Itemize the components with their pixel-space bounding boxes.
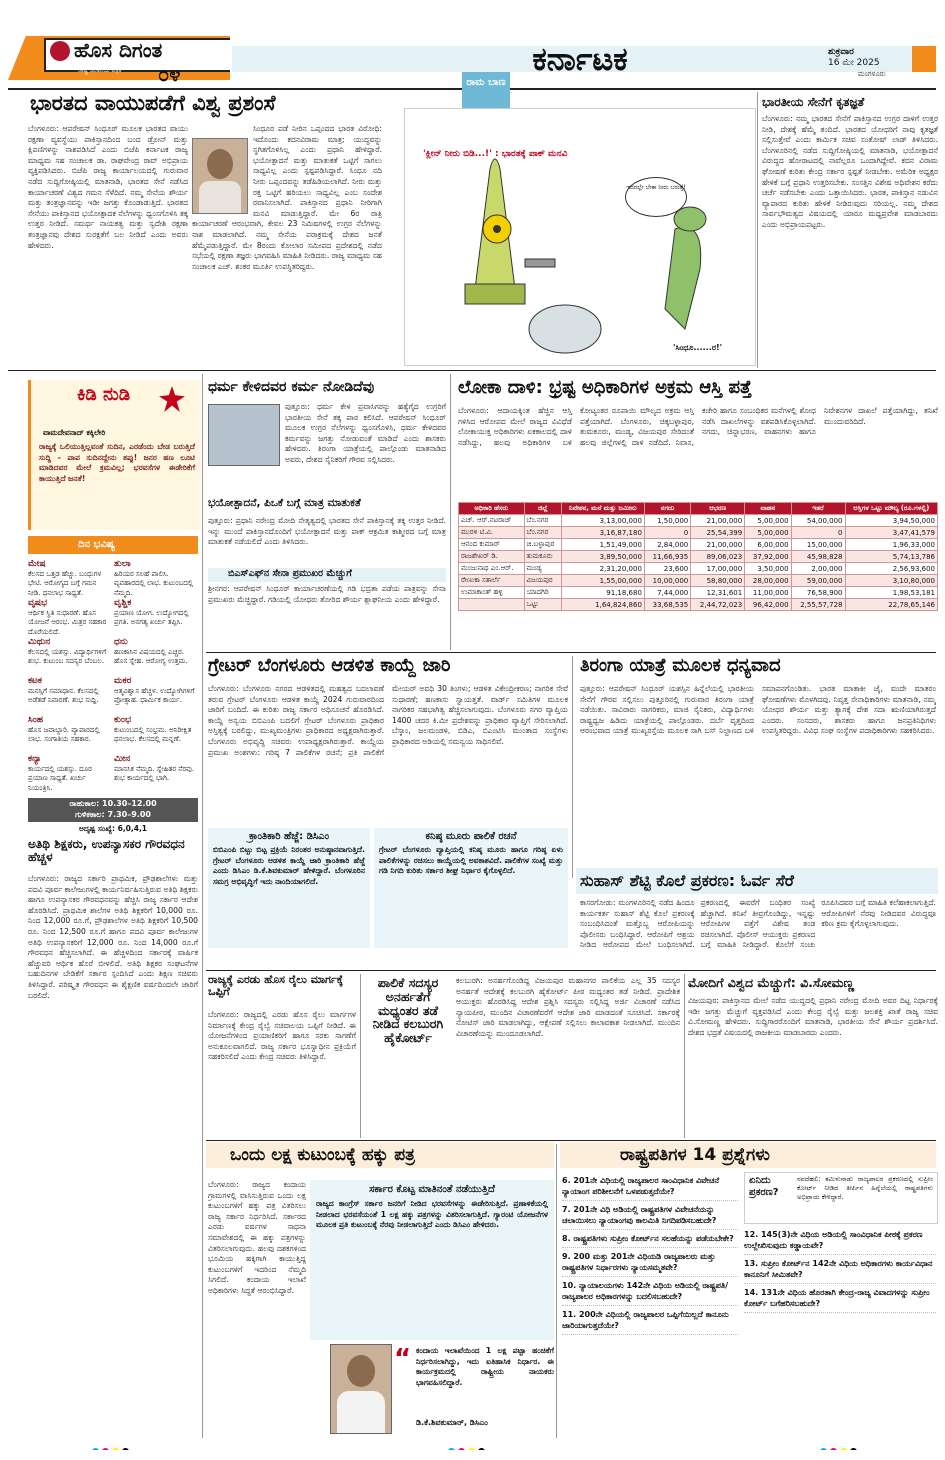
horoscope-sign [28, 599, 110, 637]
horoscope-sign-text: ಪ್ರಯಾಣ ಯೋಗ. ಉದ್ಯೋಗದಲ್ಲಿ ಪ್ರಗತಿ. ಅನಗತ್ಯ ಖರ್ಚು ತಪ್ಪಿಸಿ. [114, 608, 189, 627]
suhas-body: ಕಾಸರಗೋಡು: ಮಂಗಳೂರಿನಲ್ಲಿ ನಡೆದ ಹಿಂದೂ ಕಾರ್ಯಕರ್ತ ಸುಹಾಸ್ ಶೆಟ್ಟಿ ಕೊಲೆ ಪ್ರಕರಣಕ್ಕೆ ಸಂಬಂಧಿಸಿದಂತೆ ಮತ್ತೊಬ್ಬ ಆರೋಪಿಯನ್ನು ಪೊಲೀಸರು ಬಂಧಿಸಿದ್ದಾರೆ. ಆರೋಪಿಗೆ ಆಶ್ರಯ ನೀಡಿದ ಆರೋಪದ ಮೇಲೆ ಬಂಧಿಸಲಾಗಿದೆ. ಪ್ರಕರಣದಲ್ಲಿ ಈವರೆಗೆ ಬಂಧಿತರ ಸಂಖ್ಯೆ ಹೆಚ್ಚಾಗಿದೆ. ತನಿಖೆ ತೀವ್ರಗೊಂಡಿದ್ದು, ಇನ್ನಷ್ಟು ಆರೋಪಿಗಳ ಪತ್ತೆಗೆ ವಿಶೇಷ ತಂಡ ರಚಿಸಲಾಗಿದೆ. ಪೊಲೀಸ್ ಆಯುಕ್ತರು ಪ್ರಕರಣದ ಬಗ್ಗೆ ಮಾಹಿತಿ ನೀಡಿದ್ದಾರೆ. ಕೊಲೆಗೆ ಸಂಚು ರೂಪಿಸಿದವರ ಬಗ್ಗೆ ಮಾಹಿತಿ ಕಲೆಹಾಕಲಾಗುತ್ತಿದೆ. ಆರೋಪಿಗಳಿಗೆ ನೆರವು ನೀಡಿದವರ ವಿರುದ್ಧವೂ ಕಠಿಣ ಕ್ರಮ ಕೈಗೊಳ್ಳಲಾಗುವುದು. [580, 898, 936, 950]
guarantee-box-title: ಸರ್ಕಾರ ಕೊಟ್ಟ ಮಾತಿನಂತೆ ನಡೆಯುತ್ತಿದೆ [369, 1184, 495, 1195]
table-header: ಆಭರಣ [691, 503, 745, 515]
table-cell: 5,74,13,786 [845, 551, 938, 563]
table-cell: 12,31,601 [691, 587, 745, 599]
case-title: ಏನಿದು ಪ್ರಕರಣ? [749, 1175, 779, 1198]
section-title: ಕರ್ನಾಟಕ [532, 40, 628, 78]
greater-body: ಬೆಂಗಳೂರು: ಬೆಂಗಳೂರು ನಗರದ ಆಡಳಿತದಲ್ಲಿ ಮಹತ್ವದ ಬದಲಾವಣೆ ತರುವ ಗ್ರೇಟರ್ ಬೆಂಗಳೂರು ಆಡಳಿತ ಕಾಯ್ದೆ 2024 ಗುರುವಾರದಿಂದ ಜಾರಿಗೆ ಬಂದಿದೆ. ಈ ಕುರಿತು ರಾಜ್ಯ ಸರ್ಕಾರ ಅಧಿಸೂಚನೆ ಹೊರಡಿಸಿದೆ. ಕಾಯ್ದೆ ಅನ್ವಯ ಬಿಬಿಎಂಪಿ ಬದಲಿಗೆ ಗ್ರೇಟರ್ ಬೆಂಗಳೂರು ಪ್ರಾಧಿಕಾರ ಅಸ್ತಿತ್ವಕ್ಕೆ ಬರಲಿದ್ದು, ಮುಖ್ಯಮಂತ್ರಿಗಳು ಪ್ರಾಧಿಕಾರದ ಅಧ್ಯಕ್ಷರಾಗಿರುತ್ತಾರೆ. ಬೆಂಗಳೂರು ಅಭಿವೃದ್ಧಿ ಸಚಿವರು ಉಪಾಧ್ಯಕ್ಷರಾಗಿರುತ್ತಾರೆ. ಕಾಯ್ದೆಯ ಪ್ರಮುಖ ಅಂಶಗಳು: ಗರಿಷ್ಠ 7 ಪಾಲಿಕೆಗಳ ರಚನೆ; ಪ್ರತಿ ಪಾಲಿಕೆಗೆ ಮೇಯರ್ ಅವಧಿ 30 ತಿಂಗಳು; ಆಡಳಿತ ವಿಕೇಂದ್ರೀಕರಣ; ನಾಗರಿಕ ಸೇವೆ ಸುಧಾರಣೆ; ಹಣಕಾಸು ಸ್ವಾಯತ್ತತೆ. ವಾರ್ಡ್ ಸಮಿತಿಗಳ ಮೂಲಕ ನಾಗರಿಕರ ಸಹಭಾಗಿತ್ವ ಹೆಚ್ಚಿಸಲಾಗುವುದು. ಬೆಂಗಳೂರು ನಗರ ವ್ಯಾಪ್ತಿಯ 1400 ಚದರ ಕಿ.ಮೀ ಪ್ರದೇಶವನ್ನು ಪ್ರಾಧಿಕಾರ ವ್ಯಾಪ್ತಿಗೆ ಸೇರಿಸಲಾಗಿದೆ. ಬೆಸ್ಕಾಂ, ಜಲಮಂಡಳಿ, ಬಿಡಿಎ, ಬಿಎಂಟಿಸಿ ಮುಂತಾದ ಸಂಸ್ಥೆಗಳು ಪ್ರಾಧಿಕಾರದ ಅಡಿಯಲ್ಲಿ ಸಮನ್ವಯ ಸಾಧಿಸಲಿವೆ. [208, 684, 568, 757]
horoscope-sign [114, 599, 196, 637]
suhas-headline: ಸುಹಾಸ್ ಶೆಟ್ಟಿ ಕೊಲೆ ಪ್ರಕರಣ: ಓರ್ವ ಸೆರೆ [580, 872, 794, 890]
page-number: ೦೪ [158, 62, 181, 84]
kidinudi-box [28, 380, 201, 530]
cartoon-caption: 'ಕ್ಲೀನ್ ನೀರು ಬಿಡಿ...!' : ಭಾರತಕ್ಕೆ ಪಾಕ್ ಮನವಿ [423, 149, 568, 159]
horoscope-sign [114, 638, 196, 676]
dharma-headline: ಧರ್ಮ ಕೇಳಿದವರ ಕರ್ಮ ನೋಡಿದೆವು [208, 380, 375, 395]
table-cell: 2,00,000 [791, 563, 845, 575]
horoscope-sign-name: ತುಲಾ [114, 560, 131, 569]
table-cell: ಆನಂದ ಕುಮಾರ್ [459, 539, 525, 551]
horoscope-sign-name: ಮಿಥುನ [28, 638, 51, 647]
lead-col2 [192, 124, 382, 366]
question-item: 6. 201ನೇ ವಿಧಿಯಲ್ಲಿ ರಾಜ್ಯಪಾಲರ ಸಾಂವಿಧಾನಿಕ ವಿವೇಚನೆ ನ್ಯಾಯಾಂಗ ಪರಿಶೀಲನೆಗೆ ಒಳಪಡುತ್ತದೆಯೇ? [562, 1172, 738, 1201]
horoscope-sign-text: ಹೊಸ ಜವಾಬ್ದಾರಿ. ವ್ಯಾಪಾರದಲ್ಲಿ ಲಾಭ. ಸಂಗಾತಿಯ ಸಹಕಾರ. [28, 725, 100, 744]
cartoon-bubble: ಇದರಲ್ಲೇ ಬೇಕಾ ನೀರು ಬರುತ್ತೆ! [625, 177, 687, 217]
table-cell: 0 [644, 527, 690, 539]
table-cell: ತುಮಕೂರು [524, 551, 561, 563]
quote-icon: “ [394, 1344, 412, 1374]
table-cell: ಬೆಂ.ನಗರ [524, 515, 561, 527]
masthead-logo-block [8, 28, 230, 84]
questions-right [744, 1226, 936, 1436]
dharma-content [208, 402, 446, 498]
horoscope-grid [28, 560, 198, 796]
rail-body: ಬೆಂಗಳೂರು: ರಾಜ್ಯದಲ್ಲಿ ಎರಡು ಹೊಸ ರೈಲು ಮಾರ್ಗಗಳ ನಿರ್ಮಾಣಕ್ಕೆ ಕೇಂದ್ರ ರೈಲ್ವೆ ಸಚಿವಾಲಯ ಒಪ್ಪಿಗೆ ನೀಡಿದೆ. ಈ ಯೋಜನೆಗಳಿಂದ ಪ್ರಯಾಣಿಕರಿಗೆ ಹಾಗೂ ಸರಕು ಸಾಗಣೆಗೆ ಅನುಕೂಲವಾಗಲಿದೆ. ರಾಜ್ಯ ಸರ್ಕಾರ ಭೂಸ್ವಾಧೀನ ಪ್ರಕ್ರಿಯೆಗೆ ಸಹಕರಿಸಲಿದೆ ಎಂದು ಕೇಂದ್ರ ಸಚಿವರು ತಿಳಿಸಿದ್ದಾರೆ. [208, 1010, 356, 1062]
print-marks-center [448, 1440, 508, 1450]
table-cell: ರಾಜಶೇಖರ್ ಡಿ. [459, 551, 525, 563]
horoscope-sign-text: ಆತ್ಮವಿಶ್ವಾಸ ಹೆಚ್ಚಳ. ಉದ್ಯೋಗಿಗಳಿಗೆ ಪ್ರೋತ್ಸಾಹ. ಧಾರ್ಮಿಕ ಕಾರ್ಯ. [114, 686, 195, 705]
table-cell: 6,00,000 [745, 539, 791, 551]
army-headline: ಭಾರತೀಯ ಸೇನೆಗೆ ಕೃತಜ್ಞತೆ [762, 96, 865, 109]
logo-icon [50, 41, 70, 61]
table-cell: 21,00,000 [691, 539, 745, 551]
dcm-box [208, 828, 370, 948]
horoscope-sign [114, 677, 196, 715]
somanna-headline: ಮೋದಿಗೆ ವಿಶ್ವದ ಮೆಚ್ಚುಗೆ: ವಿ.ಸೋಮಣ್ಣ [688, 976, 855, 990]
table-cell: 33,68,535 [644, 599, 690, 611]
lokayukta-table [458, 502, 938, 648]
guarantee-body: ಬೆಂಗಳೂರು: ರಾಜ್ಯದ ಕಂದಾಯ ಗ್ರಾಮಗಳಲ್ಲಿ ವಾಸಿಸುತ್ತಿರುವ ಒಂದು ಲಕ್ಷ ಕುಟುಂಬಗಳಿಗೆ ಹಕ್ಕು ಪತ್ರ ವಿತರಿಸಲು ರಾಜ್ಯ ಸರ್ಕಾರ ನಿರ್ಧರಿಸಿದೆ. ಸರ್ಕಾರದ ಎರಡು ವರ್ಷಗಳ ಸಾಧನಾ ಸಮಾವೇಶದಲ್ಲಿ ಈ ಹಕ್ಕು ಪತ್ರಗಳನ್ನು ವಿತರಿಸಲಾಗುವುದು. ಹಲವು ದಶಕಗಳಿಂದ ಭೂಮಿಯ ಹಕ್ಕಿಗಾಗಿ ಕಾಯುತ್ತಿದ್ದ ಕುಟುಂಬಗಳಿಗೆ ಇದರಿಂದ ನೆಮ್ಮದಿ ಸಿಗಲಿದೆ. ಕಂದಾಯ ಇಲಾಖೆ ಅಧಿಕಾರಿಗಳು ಸಿದ್ಧತೆ ಆರಂಭಿಸಿದ್ದಾರೆ. [208, 1180, 306, 1295]
lead-body-col1: ಬೆಂಗಳೂರು: ಆಪರೇಷನ್ ಸಿಂಧೂರ್ ಮೂಲಕ ಭಾರತದ ವಾಯು ರಕ್ಷಣಾ ವ್ಯವಸ್ಥೆಯು ಪಾಕಿಸ್ತಾನದಿಂದ ಬಂದ ಡ್ರೋನ್ ಮತ್ತು ಕ್ಷಿಪಣಿಗಳನ್ನು ನಾಶಪಡಿಸಿದೆ ಎಂದು ಬಿಜೆಪಿ ಕರ್ನಾಟಕ ರಾಜ್ಯ ಮಾಧ್ಯಮ ಸಹ ಸಂಚಾಲಕ ಡಾ. ರಾಘವೇಂದ್ರ ರಾವ್ ಅಭಿಪ್ರಾಯ ವ್ಯಕ್ತಿಪಡಿಸಿದರು. ಬಿಜೆಪಿ ರಾಜ್ಯ ಕಾರ್ಯಾಲಯದಲ್ಲಿ ಗುರುವಾರ ನಡೆದ ಸುದ್ದಿಗೋಷ್ಠಿಯಲ್ಲಿ ಮಾತನಾಡಿ, ಭಾರತದ ಸೇನೆ ನಡೆಸಿದ ಕಾರ್ಯಾಚರಣೆ ವಿಶ್ವದ ಗಮನ ಸೆಳೆದಿದೆ. ನಮ್ಮ ಸೇನೆಯ ಶೌರ್ಯ ಮತ್ತು ತಂತ್ರಜ್ಞಾನವನ್ನು ಇಡೀ ಜಗತ್ತು ಕೊಂಡಾಡುತ್ತಿದೆ. ಭಾರತದ ಸೇನೆಯು ಪಾಕಿಸ್ತಾನದ ಭಯೋತ್ಪಾದಕ ನೆಲೆಗಳನ್ನು ಧ್ವಂಸಗೊಳಿಸಿ ತಕ್ಕ ಉತ್ತರ ನೀಡಿದೆ. ಸಮರ್ಥ ನಾಯಕತ್ವ ಮತ್ತು ಸ್ವದೇಶಿ ರಕ್ಷಣಾ ತಂತ್ರಜ್ಞಾನವು ದೇಶದ ಸುರಕ್ಷತೆಗೆ ಬಲ ನೀಡಿದೆ ಎಂದು ಅವರು ಹೇಳಿದರು. [28, 124, 188, 250]
table-header: ನಿವೇಶನ, ಮನೆ ಮತ್ತು ಜಮೀನು [561, 503, 644, 515]
table-cell: 3,50,000 [745, 563, 791, 575]
table-row [459, 563, 938, 575]
question-item: 7. 201ನೇ ವಿಧಿ ಅಡಿಯಲ್ಲಿ ರಾಷ್ಟ್ರಪತಿಗಳ ವಿವೇಚನೆಯನ್ನು ಚಲಾಯಿಸಲು ನ್ಯಾಯಾಂಗವು ಕಾಲಮಿತಿ ನಿಗದಿಪಡಿಸಬಹುದೇ? [562, 1201, 738, 1230]
dcm-photo [330, 1344, 392, 1434]
somanna-body: ವಿಜಯಪುರ: ಪಾಕಿಸ್ತಾನದ ಮೇಲೆ ನಡೆದ ಯುದ್ಧದಲ್ಲಿ ಪ್ರಧಾನಿ ನರೇಂದ್ರ ಮೋದಿ ಅವರ ದಿಟ್ಟ ನಿರ್ಧಾರಕ್ಕೆ ಇಡೀ ಜಗತ್ತು ಮೆಚ್ಚುಗೆ ವ್ಯಕ್ತಪಡಿಸಿದೆ ಎಂದು ಕೇಂದ್ರ ರೈಲ್ವೆ ಮತ್ತು ಜಲಶಕ್ತಿ ಖಾತೆ ರಾಜ್ಯ ಸಚಿವ ವಿ.ಸೋಮಣ್ಣ ಹೇಳಿದರು. ಸುದ್ದಿಗಾರರೊಂದಿಗೆ ಮಾತನಾಡಿ, ಭಾರತೀಯ ಸೇನೆ ಶೌರ್ಯ ಪ್ರದರ್ಶಿಸಿದೆ. ದೇಶದ ಭದ್ರತೆ ವಿಷಯದಲ್ಲಿ ರಾಜಕೀಯ ಮಾಡಬಾರದು ಎಂದರು. [688, 996, 938, 1037]
table-cell: 23,600 [644, 563, 690, 575]
table-cell: ಮಂಡ್ಯ [524, 563, 561, 575]
horoscope-sign-name: ಕಟಕ [28, 677, 42, 686]
logo-tagline: ರಾಷ್ಟ್ರ ಚಿಂತನೆಯ ಪತ್ರಿಕೆ [78, 67, 122, 74]
lokayukta-headline: ಲೋಕಾ ದಾಳಿ: ಭ್ರಷ್ಟ ಅಧಿಕಾರಿಗಳ ಅಕ್ರಮ ಆಸ್ತಿ ಪತ್ತೆ [458, 378, 752, 398]
table-cell: ಚಿ.ಬಳ್ಳಾಪುರ [524, 539, 561, 551]
tiranga-body: ಪುತ್ತೂರು: ಆಪರೇಷನ್ ಸಿಂಧೂರ್ ಯಶಸ್ಸಿನ ಹಿನ್ನೆಲೆಯಲ್ಲಿ ಭಾರತೀಯ ಸೇನೆಗೆ ಗೌರವ ಸಲ್ಲಿಸಲು ಪುತ್ತೂರಿನಲ್ಲಿ ಗುರುವಾರ ತಿರಂಗಾ ಯಾತ್ರೆ ನಡೆಯಿತು. ಸಾವಿರಾರು ನಾಗರಿಕರು, ಮಾಜಿ ಸೈನಿಕರು, ವಿದ್ಯಾರ್ಥಿಗಳು ರಾಷ್ಟ್ರಧ್ವಜ ಹಿಡಿದು ಯಾತ್ರೆಯಲ್ಲಿ ಪಾಲ್ಗೊಂಡರು. ದರ್ಬೆ ವೃತ್ತದಿಂದ ಆರಂಭವಾದ ಯಾತ್ರೆ ಮುಖ್ಯರಸ್ತೆಯ ಮೂಲಕ ಸಾಗಿ ಬಸ್ ನಿಲ್ದಾಣದ ಬಳಿ ಸಮಾಪನಗೊಂಡಿತು. ಭಾರತ ಮಾತಾಕೀ ಜೈ, ವಂದೇ ಮಾತರಂ ಘೋಷಣೆಗಳು ಮೊಳಗಿದವು. ನಿವೃತ್ತ ಸೇನಾಧಿಕಾರಿಗಳು ಮಾತನಾಡಿ, ನಮ್ಮ ಯೋಧರ ಶೌರ್ಯ ಮತ್ತು ತ್ಯಾಗಕ್ಕೆ ದೇಶ ಸದಾ ಋಣಿಯಾಗಿರುತ್ತದೆ ಎಂದರು. ಸಂಸದರು, ಶಾಸಕರು ಹಾಗೂ ಜನಪ್ರತಿನಿಧಿಗಳು ಉಪಸ್ಥಿತರಿದ್ದರು. ವಿವಿಧ ಸಂಘ ಸಂಸ್ಥೆಗಳ ಪದಾಧಿಕಾರಿಗಳು ಸಹಕರಿಸಿದರು. [580, 684, 936, 736]
kalaburagi-body: ಕಲಬುರಗಿ: ಅನರ್ಹಗೊಂಡಿದ್ದ ವಿಜಯಪುರ ಮಹಾನಗರ ಪಾಲಿಕೆಯ ಎಲ್ಲ 35 ಸದಸ್ಯರ ಅನರ್ಹತೆ ಆದೇಶಕ್ಕೆ ಕಲಬುರಗಿ ಹೈಕೋರ್ಟ್ ಪೀಠ ಮಧ್ಯಂತರ ತಡೆ ನೀಡಿದೆ. ಪ್ರಾದೇಶಿಕ ಆಯುಕ್ತರು ಹೊರಡಿಸಿದ್ದ ಆದೇಶ ಪ್ರಶ್ನಿಸಿ ಸದಸ್ಯರು ಸಲ್ಲಿಸಿದ್ದ ಅರ್ಜಿ ವಿಚಾರಣೆ ನಡೆಸಿದ ನ್ಯಾಯಪೀಠ, ಮುಂದಿನ ವಿಚಾರಣೆವರೆಗೆ ಆದೇಶ ಜಾರಿ ಮಾಡದಂತೆ ಸೂಚಿಸಿದೆ. ಸರ್ಕಾರಕ್ಕೆ ನೋಟಿಸ್ ಜಾರಿ ಮಾಡಲಾಗಿದ್ದು, ಆಕ್ಷೇಪಣೆ ಸಲ್ಲಿಸಲು ಕಾಲಾವಕಾಶ ನೀಡಲಾಗಿದೆ. ಮುಂದಿನ ವಿಚಾರಣೆಯನ್ನು ಮುಂದೂಡಲಾಗಿದೆ. [456, 976, 680, 1038]
table-cell [459, 599, 525, 611]
day: ಶುಕ್ರವಾರ [828, 47, 854, 57]
palike-box [374, 828, 568, 948]
table-row [459, 575, 938, 587]
rahukala: ರಾಹುಕಾಲ: 10.30–12.00 [69, 799, 157, 808]
horoscope-sign [114, 560, 196, 598]
dharma-sub-body: ಪುತ್ತೂರು: ಪ್ರಧಾನಿ ನರೇಂದ್ರ ಮೋದಿ ನೇತೃತ್ವದಲ್ಲಿ ಭಾರತದ ಸೇನೆ ಪಾಕಿಸ್ತಾನಕ್ಕೆ ತಕ್ಕ ಉತ್ತರ ನೀಡಿದೆ. ಇನ್ನು ಮುಂದೆ ಪಾಕಿಸ್ತಾನದೊಂದಿಗೆ ಭಯೋತ್ಪಾದನೆ ಮತ್ತು ಪಾಕ್ ಆಕ್ರಮಿತ ಕಾಶ್ಮೀರದ ಬಗ್ಗೆ ಮಾತ್ರ ಮಾತುಕತೆ ನಡೆಯಲಿದೆ ಎಂದು ತಿಳಿಸಿದರು. [208, 516, 446, 547]
horoscope-sign [28, 677, 110, 715]
table-row [459, 551, 938, 563]
table-cell: 1,50,000 [644, 515, 690, 527]
table-cell: ಮುರಳಿ ಟಿ.ವಿ. [459, 527, 525, 539]
pakistan-figure [665, 227, 701, 329]
dharma-sub-headline: ಭಯೋತ್ಪಾದನೆ, ಪಿಒಕೆ ಬಗ್ಗೆ ಮಾತ್ರ ಮಾತುಕತೆ [208, 498, 361, 509]
bsf-body: ಶ್ರೀನಗರ: ಆಪರೇಷನ್ ಸಿಂಧೂರ್ ಕಾರ್ಯಾಚರಣೆಯಲ್ಲಿ ಗಡಿ ಭದ್ರತಾ ಪಡೆಯ ಪಾತ್ರವನ್ನು ಸೇನಾ ಪ್ರಮುಖರು ಮೆಚ್ಚಿದ್ದಾರೆ. ಗಡಿಯಲ್ಲಿ ಯೋಧರು ತೋರಿದ ಶೌರ್ಯ ಶ್ಲಾಘನೀಯ ಎಂದು ಹೇಳಿದ್ದಾರೆ. [208, 584, 446, 604]
question-item: 13. ಸುಪ್ರೀಂ ಕೋರ್ಟ್‌ನ 142ನೇ ವಿಧಿಯ ಅಧಿಕಾರಗಳು ಕಾರ್ಯವಿಧಾನ ಕಾನೂನಿಗೆ ಸೀಮಿತವೇ? [744, 1255, 936, 1284]
question-item: 10. ನ್ಯಾಯಾಲಯಗಳು 142ನೇ ವಿಧಿಯ ಅಡಿಯಲ್ಲಿ ರಾಷ್ಟ್ರಪತಿ/ರಾಜ್ಯಪಾಲರ ಅಧಿಕಾರಗಳನ್ನು ಬದಲಿಸಬಹುದೇ? [562, 1277, 738, 1306]
table-cell: 5,00,000 [745, 527, 791, 539]
lead-headline: ಭಾರತದ ವಾಯುಪಡೆಗೆ ವಿಶ್ವ ಪ್ರಶಂಸೆ [30, 92, 276, 115]
case-body: ನವದೆಹಲಿ: ತಮಿಳುನಾಡು ರಾಜ್ಯಪಾಲರ ಪ್ರಕರಣದಲ್ಲಿ ಸುಪ್ರೀಂ ಕೋರ್ಟ್ ನೀಡಿದ ತೀರ್ಪಿನ ಹಿನ್ನೆಲೆಯಲ್ಲಿ ರಾಷ್ಟ್ರಪತಿಗಳು ಅಭಿಪ್ರಾಯ ಕೇಳಿದ್ದಾರೆ. [797, 1175, 933, 1201]
dcm-box-title: ಕ್ರಾಂತಿಕಾರಿ ಹೆಜ್ಜೆ: ಡಿಸಿಎಂ [248, 831, 330, 842]
ramabana-badge: ರಾಮ ಬಾಣ [462, 72, 510, 114]
dharma-body: ಪುತ್ತೂರು: ಧರ್ಮ ಕೇಳಿ ಪ್ರವಾಸಿಗರನ್ನು ಹತ್ಯೆಗೈದ ಉಗ್ರರಿಗೆ ಭಾರತೀಯ ಸೇನೆ ತಕ್ಕ ಪಾಠ ಕಲಿಸಿದೆ. ಆಪರೇಷನ್ ಸಿಂಧೂರ್ ಮೂಲಕ ಉಗ್ರರ ನೆಲೆಗಳನ್ನು ಧ್ವಂಸಗೊಳಿಸಿ, ಧರ್ಮ ಕೇಳಿದವರ ಕರ್ಮವನ್ನು ಜಗತ್ತು ನೋಡುವಂತೆ ಮಾಡಿದೆ ಎಂದು ಶಾಸಕರು ಹೇಳಿದರು. ತಿರಂಗಾ ಯಾತ್ರೆಯಲ್ಲಿ ಪಾಲ್ಗೊಂಡು ಮಾತನಾಡಿದ ಅವರು, ದೇಶದ ಸೈನಿಕರಿಗೆ ಗೌರವ ಸಲ್ಲಿಸಿದರು. [285, 402, 446, 464]
corner-tab [912, 46, 936, 72]
horoscope-sign-name: ಕುಂಭ [114, 716, 132, 725]
guarantee-box [310, 1180, 554, 1340]
horoscope-sign-text: ಹಿರಿಯರ ಸಲಹೆ ಪಾಲಿಸಿ. ವ್ಯವಹಾರದಲ್ಲಿ ಲಾಭ. ಕುಟುಂಬದಲ್ಲಿ ನೆಮ್ಮದಿ. [114, 569, 194, 597]
table-row [459, 515, 938, 527]
table-cell: 15,00,000 [791, 539, 845, 551]
table-cell: 58,80,000 [691, 575, 745, 587]
horoscope-sign-text: ಕೆಲಸದಲ್ಲಿ ಯಶಸ್ಸು. ವಿದ್ಯಾರ್ಥಿಗಳಿಗೆ ಶುಭ. ಕುಟುಂಬ ಸದಸ್ಯರ ಬೆಂಬಲ. [28, 647, 107, 666]
table-cell: 1,51,49,000 [561, 539, 644, 551]
lead-photo [192, 138, 248, 214]
guarantee-quote [394, 1344, 554, 1432]
table-cell: 3,94,50,000 [845, 515, 938, 527]
table-row [459, 587, 938, 599]
table-cell: 25,54,399 [691, 527, 745, 539]
dcm-box-body: ಬಿಬಿಎಂಪಿ ಬಿಟ್ಟು ಬಿಟ್ಟ ಪ್ರಕ್ರಿಯೆ ನಿರಂತರ ಅನುಷ್ಠಾನವಾಗುತ್ತಿದೆ. ಗ್ರೇಟರ್ ಬೆಂಗಳೂರು ಆಡಳಿತ ಕಾಯ್ದೆ ಜಾರಿ ಕ್ರಾಂತಿಕಾರಿ ಹೆಜ್ಜೆ ಎಂದು ಡಿಸಿಎಂ ಡಿ.ಕೆ.ಶಿವಕುಮಾರ್ ಹೇಳಿದ್ದಾರೆ. ಬೆಂಗಳೂರಿನ ಸಮಗ್ರ ಅಭಿವೃದ್ಧಿಗೆ ಇದು ನಾಂದಿಯಾಗಲಿದೆ. [213, 845, 365, 886]
table-row [459, 599, 938, 611]
table-cell: 3,47,41,579 [845, 527, 938, 539]
table-cell: ಉಮಾಕಾಂತ್ ಹಳ್ಳಿ [459, 587, 525, 599]
dateline [828, 47, 918, 87]
table-cell: 21,00,000 [691, 515, 745, 527]
table-cell: 3,10,80,000 [845, 575, 938, 587]
table-header: ಜಿಲ್ಲೆ [524, 503, 561, 515]
quote-text: ಕಂದಾಯ ಇಲಾಖೆಯಿಂದ 1 ಲಕ್ಷ ಪಟ್ಟಾ ಹಂಚಿಕೆಗೆ ನಿರ್ಧರಿಸಲಾಗಿದ್ದು, ಇದು ಐತಿಹಾಸಿಕ ನಿರ್ಧಾರ. ಈ ಕಾರ್ಯಕ್ರಮದಲ್ಲಿ ರಾಷ್ಟ್ರೀಯ ನಾಯಕರು ಭಾಗವಹಿಸಲಿದ್ದಾರೆ. [416, 1346, 554, 1387]
table-cell: 2,31,20,000 [561, 563, 644, 575]
greater-headline: ಗ್ರೇಟರ್ ಬೆಂಗಳೂರು ಆಡಳಿತ ಕಾಯ್ದೆ ಜಾರಿ [208, 656, 451, 676]
kidinudi-author: ವಾಮದೇವನಾದ್ ಕಕ್ಕಿಲೇರಿ [43, 428, 106, 437]
logo-text: ಹೊಸ ದಿಗಂತ [74, 38, 163, 62]
table-cell: 2,56,93,600 [845, 563, 938, 575]
table-cell: 89,06,023 [691, 551, 745, 563]
guest-body: ಬೆಂಗಳೂರು: ರಾಜ್ಯದ ಸರ್ಕಾರಿ ಪ್ರಾಥಮಿಕ, ಪ್ರೌಢಶಾಲೆಗಳು ಮತ್ತು ಪದವಿ ಪೂರ್ವ ಕಾಲೇಜುಗಳಲ್ಲಿ ಕಾರ್ಯನಿರ್ವಹಿಸುತ್ತಿರುವ ಅತಿಥಿ ಶಿಕ್ಷಕರು ಹಾಗೂ ಉಪನ್ಯಾಸಕರ ಗೌರವಧನವನ್ನು ಹೆಚ್ಚಿಸಿ ರಾಜ್ಯ ಸರ್ಕಾರ ಆದೇಶ ಹೊರಡಿಸಿದೆ. ಪ್ರಾಥಮಿಕ ಶಾಲೆಗಳ ಅತಿಥಿ ಶಿಕ್ಷಕರಿಗೆ 10,000 ರೂ. ನಿಂದ 12,000 ರೂ.ಗೆ, ಪ್ರೌಢಶಾಲೆಗಳ ಅತಿಥಿ ಶಿಕ್ಷಕರಿಗೆ 10,500 ರೂ. ನಿಂದ 12,500 ರೂ.ಗೆ ಹಾಗೂ ಪದವಿ ಪೂರ್ವ ಕಾಲೇಜುಗಳ ಅತಿಥಿ ಉಪನ್ಯಾಸಕರಿಗೆ 12,000 ರೂ. ನಿಂದ 14,000 ರೂ.ಗೆ ಗೌರವಧನ ಹೆಚ್ಚಿಸಲಾಗಿದೆ. ಈ ಹೆಚ್ಚಳದಿಂದ ಸರ್ಕಾರಕ್ಕೆ ವಾರ್ಷಿಕ ಹೆಚ್ಚುವರಿ ಆರ್ಥಿಕ ಹೊರೆ ಬೀಳಲಿದೆ. ಅತಿಥಿ ಶಿಕ್ಷಕರ ಸಂಘಟನೆಗಳ ಬಹುದಿನಗಳ ಬೇಡಿಕೆಗೆ ಸರ್ಕಾರ ಸ್ಪಂದಿಸಿದೆ ಎಂದು ಶಿಕ್ಷಣ ಸಚಿವರು ತಿಳಿಸಿದ್ದಾರೆ. ಪರಿಷ್ಕೃತ ಗೌರವಧನ ಈ ಶೈಕ್ಷಣಿಕ ವರ್ಷದಿಂದಲೇ ಜಾರಿಗೆ ಬರಲಿದೆ. [28, 874, 198, 1000]
table-cell: 45,98,828 [791, 551, 845, 563]
table-cell: 7,44,000 [644, 587, 690, 599]
horoscope-sign-name: ವೃಶ್ಚಿಕ [114, 599, 132, 608]
table-cell: ಮಂಜುನಾಥ ಎಂ.ಆರ್. [459, 563, 525, 575]
horoscope-sign-name: ಕನ್ಯಾ [28, 755, 42, 764]
case-box [744, 1172, 938, 1224]
president-headline: ರಾಷ್ಟ್ರಪತಿಗಳ 14 ಪ್ರಶ್ನೆಗಳು [620, 1146, 770, 1165]
cartoon-bubble-2: 'ಸಿಂಧೂ......ರ!' [673, 343, 723, 352]
kidinudi-body: ರಾಜ್ಯಕ್ಕೆ ಒಲಿಯುತ್ತಿಲ್ಲವಂತೆ ಸುದಿನ, ಎರಡೆಂದು ಬೇಡ ಬರುತ್ತಿದೆ ಸುದ್ದಿ – ಪಾಪ ಸುದಿನದ್ದೇನು ತಪ್ಪು! ಜನರ ಹಣ ಲೂಟಿ ಮಾಡಿದವರ ಮೇಲೆ ಕ್ರಮವಿಲ್ಲ; ಭರವಸೆಗಳ ಈಡೇರಿಕೆಗೆ ಕಾಯುತ್ತಿದೆ ಜನತೆ! [39, 442, 195, 483]
horoscope-sign-name: ಮೀನ [114, 755, 131, 764]
table-header: ಇತರೆ [791, 503, 845, 515]
horoscope-sign-name: ಸಿಂಹ [28, 716, 44, 725]
table-cell: 3,13,00,000 [561, 515, 644, 527]
guest-headline: ಅತಿಥಿ ಶಿಕ್ಷಕರು, ಉಪನ್ಯಾಸಕರ ಗೌರವಧನ ಹೆಚ್ಚಳ [28, 838, 185, 865]
guarantee-box-body: ರಾಜ್ಯದ ಕಾಂಗ್ರೆಸ್ ಸರ್ಕಾರ ಜನರಿಗೆ ನೀಡಿದ ಭರವಸೆಗಳನ್ನು ಈಡೇರಿಸುತ್ತಿದೆ. ಪ್ರಣಾಳಿಕೆಯಲ್ಲಿ ನೀಡಲಾದ ಭರವಸೆಯಂತೆ 1 ಲಕ್ಷ ಹಕ್ಕು ಪತ್ರಗಳನ್ನು ವಿತರಿಸಲಾಗುತ್ತಿದೆ. ಗ್ಯಾರಂಟಿ ಯೋಜನೆಗಳ ಮೂಲಕ ಪ್ರತಿ ಕುಟುಂಬಕ್ಕೆ ನೆರವು ನೀಡಲಾಗುತ್ತಿದೆ ಎಂದು ಡಿಸಿಎಂ ಹೇಳಿದರು. [316, 1199, 548, 1230]
lokayukta-body: ಬೆಂಗಳೂರು: ಆದಾಯಕ್ಕಿಂತ ಹೆಚ್ಚಿನ ಆಸ್ತಿ ಗಳಿಸಿದ ಆರೋಪದ ಮೇಲೆ ರಾಜ್ಯದ ವಿವಿಧೆಡೆ ಲೋಕಾಯುಕ್ತ ಅಧಿಕಾರಿಗಳು ಏಕಕಾಲದಲ್ಲಿ ದಾಳಿ ನಡೆಸಿದ್ದು, ಹಲವು ಅಧಿಕಾರಿಗಳ ಬಳಿ ಕೋಟ್ಯಂತರ ರೂಪಾಯಿ ಮೌಲ್ಯದ ಅಕ್ರಮ ಆಸ್ತಿ ಪತ್ತೆಯಾಗಿದೆ. ಬೆಂಗಳೂರು, ಚಿಕ್ಕಬಳ್ಳಾಪುರ, ತುಮಕೂರು, ಮಂಡ್ಯ, ವಿಜಯಪುರ ಸೇರಿದಂತೆ ಹಲವು ಜಿಲ್ಲೆಗಳಲ್ಲಿ ದಾಳಿ ನಡೆದಿದೆ. ನಿವಾಸ, ಕಚೇರಿ ಹಾಗೂ ಸಂಬಂಧಿಕರ ಮನೆಗಳಲ್ಲಿ ಶೋಧ ನಡೆಸಿ ದಾಖಲೆಗಳನ್ನು ವಶಪಡಿಸಿಕೊಳ್ಳಲಾಗಿದೆ. ನಗದು, ಚಿನ್ನಾಭರಣ, ವಾಹನಗಳು ಹಾಗೂ ನಿವೇಶನಗಳ ದಾಖಲೆ ಪತ್ತೆಯಾಗಿದ್ದು, ತನಿಖೆ ಮುಂದುವರಿದಿದೆ. [458, 406, 938, 447]
horoscope-sign-text: ಹಣಕಾಸಿನ ವಿಷಯದಲ್ಲಿ ಎಚ್ಚರ. ಹೊಸ ಸ್ನೇಹ. ಆರೋಗ್ಯ ಉತ್ತಮ. [114, 647, 188, 666]
cartoon-drawing [405, 109, 755, 365]
gulika: ಗುಳಿಕಕಾಲ: 7.30–9.00 [75, 810, 151, 819]
table-cell: 1,96,33,000 [845, 539, 938, 551]
table-cell: 54,00,000 [791, 515, 845, 527]
table-cell: 76,58,900 [791, 587, 845, 599]
table-cell: 1,64,824,860 [561, 599, 644, 611]
kalaburagi-headline: ಪಾಲಿಕೆ ಸದಸ್ಯರ ಅನರ್ಹತೆಗೆ ಮಧ್ಯಂತರ ತಡೆ ನೀಡಿದ ಕಲಬುರಗಿ ಹೈಕೋರ್ಟ್ [372, 976, 444, 1045]
guarantee-headline: ಒಂದು ಲಕ್ಷ ಕುಟುಂಬಕ್ಕೆ ಹಕ್ಕು ಪತ್ರ [230, 1146, 415, 1165]
table-cell: 3,89,50,000 [561, 551, 644, 563]
table-cell: 1,98,53,181 [845, 587, 938, 599]
table-header: ವಾಹನ [745, 503, 791, 515]
horoscope-sign-text: ಮನಸ್ಸಿಗೆ ಸಮಾಧಾನ. ಕೆಲಸದಲ್ಲಿ ಅಡೆತಡೆ ನಿವಾರಣೆ. ಶುಭ ಸುದ್ದಿ. [28, 686, 99, 705]
table-cell: ರೇಣುಕಾ ಸತಾರ್ಲೆ [459, 575, 525, 587]
horoscope-sign [114, 755, 196, 793]
horoscope-sign [28, 560, 110, 598]
table-cell: 91,18,680 [561, 587, 644, 599]
question-item: 14. 131ನೇ ವಿಧಿಯ ಹೊರತಾಗಿ ಕೇಂದ್ರ-ರಾಜ್ಯ ವಿವಾದಗಳನ್ನು ಸುಪ್ರೀಂ ಕೋರ್ಟ್ ಬಗೆಹರಿಸಬಹುದೇ? [744, 1284, 936, 1313]
table-cell: 22,78,65,146 [845, 599, 938, 611]
horoscope-sign-text: ಮಾನಸಿಕ ನೆಮ್ಮದಿ. ಸ್ನೇಹಿತರ ನೆರವು. ಶುಭ ಕಾರ್ಯದಲ್ಲಿ ಭಾಗಿ. [114, 764, 195, 783]
horoscope-sign-text: ಕೆಲಸದ ಒತ್ತಡ ಹೆಚ್ಚು. ಬಂಧುಗಳ ಭೇಟಿ. ಆರೋಗ್ಯದ ಬಗ್ಗೆ ಗಮನ ನೀಡಿ. ಧನಲಾಭ ಸಾಧ್ಯತೆ. [28, 569, 102, 597]
print-marks-left [92, 1440, 152, 1450]
table-cell: ಬೆಂ.ನಗರ [524, 527, 561, 539]
table-header: ನಗದು [644, 503, 690, 515]
horoscope-sign-text: ಕಾರ್ಯದಲ್ಲಿ ಯಶಸ್ಸು. ದೂರ ಪ್ರಯಾಣ ಸಾಧ್ಯತೆ. ಖರ್ಚು ನಿಯಂತ್ರಿಸಿ. [28, 764, 92, 792]
dharma-photo [208, 404, 280, 466]
table-row [459, 539, 938, 551]
table-cell: ವಿಜಯಪುರ [524, 575, 561, 587]
lucky-number: ಅದೃಷ್ಟ ಸಂಖ್ಯೆ: 6,0,4,1 [78, 824, 148, 833]
questions-left [562, 1172, 738, 1436]
table-cell: 11,00,000 [745, 587, 791, 599]
table-cell: 37,92,000 [745, 551, 791, 563]
table-cell: 0 [791, 527, 845, 539]
horoscope-sign-name: ಮಕರ [114, 677, 132, 686]
cartoon [404, 108, 756, 366]
question-item: 8. ರಾಷ್ಟ್ರಪತಿಗಳು ಸುಪ್ರೀಂ ಕೋರ್ಟ್‌ನ ಸಲಹೆಯನ್ನು ಪಡೆಯಬೇಕೇ? [562, 1230, 738, 1248]
table-cell: 1,55,00,000 [561, 575, 644, 587]
horoscope-sign [28, 716, 110, 754]
city: ಮಂಗಳೂರು [858, 70, 886, 78]
horoscope-sign-name: ಮೇಷ [28, 560, 46, 569]
horoscope-sign-text: ಕುಟುಂಬದಲ್ಲಿ ಸಂಭ್ರಮ. ಅನಿರೀಕ್ಷಿತ ಧನಲಾಭ. ಕೆಲಸದಲ್ಲಿ ಮನ್ನಣೆ. [114, 725, 192, 744]
question-item: 11. 200ನೇ ವಿಧಿಯಲ್ಲಿ ರಾಜ್ಯಪಾಲರ ಒಪ್ಪಿಗೆಯಿಲ್ಲದೆ ಕಾನೂನು ಜಾರಿಯಾಗುತ್ತದೆಯೇ? [562, 1306, 738, 1335]
table-cell: 17,00,000 [691, 563, 745, 575]
date: 16 ಮೇ 2025 [828, 58, 880, 68]
table-cell: 3,16,87,180 [561, 527, 644, 539]
table-cell: ಒಟ್ಟು [524, 599, 561, 611]
spark-icon [159, 386, 185, 412]
table-cell: ಯಾದಗಿರಿ [524, 587, 561, 599]
horoscope-sign-name: ಧನು [114, 638, 128, 647]
lead-body-col2: ಸಿಂಧೂರ ಪಡೆ ನೀರಿನ ಒಪ್ಪಂದದ ಭಾರತ ವಿರೋಧಿ: ಇದೊಂದು ಕದನವಿರಾಮ ಮಾತ್ರ; ಯುದ್ಧವನ್ನು ಸ್ಥಗಿತಗೊಳಿಸಿಲ್ಲ ಎಂದು ಪ್ರಧಾನಿ ಹೇಳಿದ್ದಾರೆ. ಭಯೋತ್ಪಾದನೆ ಮತ್ತು ಮಾತುಕತೆ ಒಟ್ಟಿಗೆ ಸಾಗಲು ಸಾಧ್ಯವಿಲ್ಲ ಎಂದು ಸ್ಪಷ್ಟಪಡಿಸಿದ್ದಾರೆ. ಸಿಂಧೂ ನದಿ ನೀರು ಒಪ್ಪಂದವನ್ನು ತಡೆಹಿಡಿಯಲಾಗಿದೆ. ನೀರು ಮತ್ತು ರಕ್ತ ಒಟ್ಟಿಗೆ ಹರಿಯಲು ಸಾಧ್ಯವಿಲ್ಲ ಎಂಬ ಸಂದೇಶ ರವಾನಿಸಲಾಗಿದೆ. ಪಾಕಿಸ್ತಾನದ ಪ್ರಧಾನಿ ನೀರಿಗಾಗಿ ಮನವಿ ಮಾಡುತ್ತಿದ್ದಾರೆ. ಮೇ 6ರ ರಾತ್ರಿ ಕಾರ್ಯಾಚರಣೆ ಆರಂಭವಾಗಿ, ಕೇವಲ 23 ನಿಮಿಷಗಳಲ್ಲಿ ಉಗ್ರರ ನೆಲೆಗಳನ್ನು ನಾಶ ಮಾಡಲಾಗಿದೆ. ನಮ್ಮ ಸೇನೆಯ ಪರಾಕ್ರಮಕ್ಕೆ ದೇಶದ ಜನತೆ ಹೆಮ್ಮೆಪಡುತ್ತಿದ್ದಾರೆ. ಮೇ 8ರಂದು ಕೋಲಾರ ಸಮೀಪದ ಪ್ರದೇಶದಲ್ಲಿ ನಡೆದ ಸಭೆಯಲ್ಲಿ ರಕ್ಷಣಾ ತಜ್ಞರು ಭಾಗವಹಿಸಿ ಮಾಹಿತಿ ನೀಡಿದರು. ರಾಜ್ಯ ಮಾಧ್ಯಮ ಸಹ ಸಂಚಾಲಕ ಎಚ್. ಶಂಕರ ಮೂರ್ತಿ ಉಪಸ್ಥಿತರಿದ್ದರು. [192, 124, 382, 271]
palike-box-title: ಕನಿಷ್ಠ ಮೂರು ಪಾಲಿಕೆ ರಚನೆ [425, 831, 517, 842]
suhas-spill [374, 952, 568, 968]
horoscope-sign-text: ಆರ್ಥಿಕ ಸ್ಥಿತಿ ಸುಧಾರಣೆ. ಹೊಸ ಯೋಜನೆ ಆರಂಭ. ಮಿತ್ರರ ಸಹಕಾರ ದೊರೆಯಲಿದೆ. [28, 608, 107, 636]
bsf-headline: ಬಿಎಸ್ಎಫ್‌ನ ಸೇನಾ ಪ್ರಮುಖರ ಮೆಚ್ಚುಗೆ [208, 568, 446, 582]
palike-box-body: ಗ್ರೇಟರ್ ಬೆಂಗಳೂರು ವ್ಯಾಪ್ತಿಯಲ್ಲಿ ಕನಿಷ್ಠ ಮೂರು ಹಾಗೂ ಗರಿಷ್ಠ ಏಳು ಪಾಲಿಕೆಗಳನ್ನು ರಚಿಸಲು ಕಾಯ್ದೆಯಲ್ಲಿ ಅವಕಾಶವಿದೆ. ಪಾಲಿಕೆಗಳ ಸಂಖ್ಯೆ ಮತ್ತು ಗಡಿ ನಿಗದಿ ಕುರಿತು ಸರ್ಕಾರ ಶೀಘ್ರ ನಿರ್ಧಾರ ಕೈಗೊಳ್ಳಲಿದೆ. [379, 845, 563, 876]
table-cell: 2,84,000 [644, 539, 690, 551]
horoscope-sign [28, 755, 110, 793]
table-cell: 28,00,000 [745, 575, 791, 587]
horoscope-sign [28, 638, 110, 676]
kidinudi-title: ಕಿಡಿ ನುಡಿ [77, 384, 131, 405]
table-cell: 96,42,000 [745, 599, 791, 611]
suhas-content [580, 898, 936, 968]
quote-author: ಡಿ.ಕೆ.ಶಿವಕುಮಾರ್, ಡಿಸಿಎಂ [416, 1418, 488, 1427]
rail-headline: ರಾಜ್ಯಕ್ಕೆ ಎರಡು ಹೊಸ ರೈಲು ಮಾರ್ಗಕ್ಕೆ ಒಪ್ಪಿಗೆ [208, 974, 344, 999]
print-marks-right [820, 1440, 880, 1450]
table-cell: 2,55,57,728 [791, 599, 845, 611]
horoscope-sign-name: ವೃಷಭ [28, 599, 48, 608]
question-item: 12. 145(3)ನೇ ವಿಧಿಯ ಅಡಿಯಲ್ಲಿ ಸಾಂವಿಧಾನಿಕ ಪೀಠಕ್ಕೆ ಪ್ರಕರಣ ಉಲ್ಲೇಖಿಸುವುದು ಕಡ್ಡಾಯವೇ? [744, 1226, 936, 1255]
table-cell: 10,00,000 [644, 575, 690, 587]
table-cell: ಎಚ್. ಆರ್.ನಟರಾಜ್ [459, 515, 525, 527]
table-header: ಅಧಿಕಾರಿ ಹೆಸರು [459, 503, 525, 515]
horoscope-title: ದಿನ ಭವಿಷ್ಯ [28, 536, 198, 554]
table-cell: 2,44,72,023 [691, 599, 745, 611]
table-cell: 11,66,935 [644, 551, 690, 563]
horoscope-sign [114, 716, 196, 754]
table-cell: 59,00,000 [791, 575, 845, 587]
table-cell: 5,00,000 [745, 515, 791, 527]
table-row [459, 527, 938, 539]
rahukala-box [28, 798, 198, 822]
tiranga-headline: ತಿರಂಗಾ ಯಾತ್ರೆ ಮೂಲಕ ಧನ್ಯವಾದ [580, 656, 781, 676]
table-header: ಆಸ್ತಿಗಳ ಒಟ್ಟು ಮೌಲ್ಯ (ರೂ.ಗಳಲ್ಲಿ) [845, 503, 938, 515]
army-body: ಬೆಂಗಳೂರು: ನಮ್ಮ ಭಾರತದ ಸೇನೆಗೆ ಪಾಕಿಸ್ತಾನದ ಉಗ್ರರ ದಾಳಿಗೆ ಉತ್ತರ ನೀಡಿ, ದೇಶಕ್ಕೆ ಹೆಮ್ಮೆ ತಂದಿದೆ. ಭಾರತದ ಯೋಧರಿಗೆ ನಾವು ಕೃತಜ್ಞತೆ ಸಲ್ಲಿಸುತ್ತೇವೆ ಎಂದು ಕಾರ್ಮಿಕ ಸಚಿವ ಸಂತೋಷ್ ಲಾಡ್ ತಿಳಿಸಿದರು. ಬೆಂಗಳೂರಿನಲ್ಲಿ ನಡೆದ ಸುದ್ದಿಗೋಷ್ಠಿಯಲ್ಲಿ ಮಾತನಾಡಿ, ಭಯೋತ್ಪಾದನೆ ವಿರುದ್ಧದ ಹೋರಾಟದಲ್ಲಿ ನಾವೆಲ್ಲರೂ ಒಂದಾಗಿದ್ದೇವೆ. ಕದನ ವಿರಾಮ ಘೋಷಣೆ ಕುರಿತು ಕೇಂದ್ರ ಸರ್ಕಾರ ಸ್ಪಷ್ಟತೆ ನೀಡಬೇಕು. ಅಮೆರಿಕ ಅಧ್ಯಕ್ಷರ ಹೇಳಿಕೆ ಬಗ್ಗೆ ಪ್ರಧಾನಿ ಉತ್ತರಿಸಬೇಕು. ಸಂಸತ್ತಿನ ವಿಶೇಷ ಅಧಿವೇಶನ ಕರೆದು ಚರ್ಚೆ ನಡೆಸಬೇಕು ಎಂದು ಒತ್ತಾಯಿಸಿದರು. ಭಾರತ, ಪಾಕಿಸ್ತಾನ ನಡುವಿನ ವ್ಯಾಪಾರದ ಕುರಿತು ಹೇಳಿಕೆ ನೀಡಿರುವುದು ಸರಿಯಲ್ಲ. ನಮ್ಮ ದೇಶದ ಸಾರ್ವಭೌಮತ್ವದ ವಿಷಯದಲ್ಲಿ ಯಾರೂ ಮಧ್ಯಪ್ರವೇಶ ಮಾಡಬಾರದು ಎಂದು ಅಭಿಪ್ರಾಯಪಟ್ಟರು. [762, 114, 938, 229]
question-item: 9. 200 ಮತ್ತು 201ನೇ ವಿಧಿಯಡಿ ರಾಜ್ಯಪಾಲರು ಮತ್ತು ರಾಷ್ಟ್ರಪತಿಗಳ ನಿರ್ಧಾರಗಳು ನ್ಯಾಯಸಮ್ಮತವೇ? [562, 1248, 738, 1277]
